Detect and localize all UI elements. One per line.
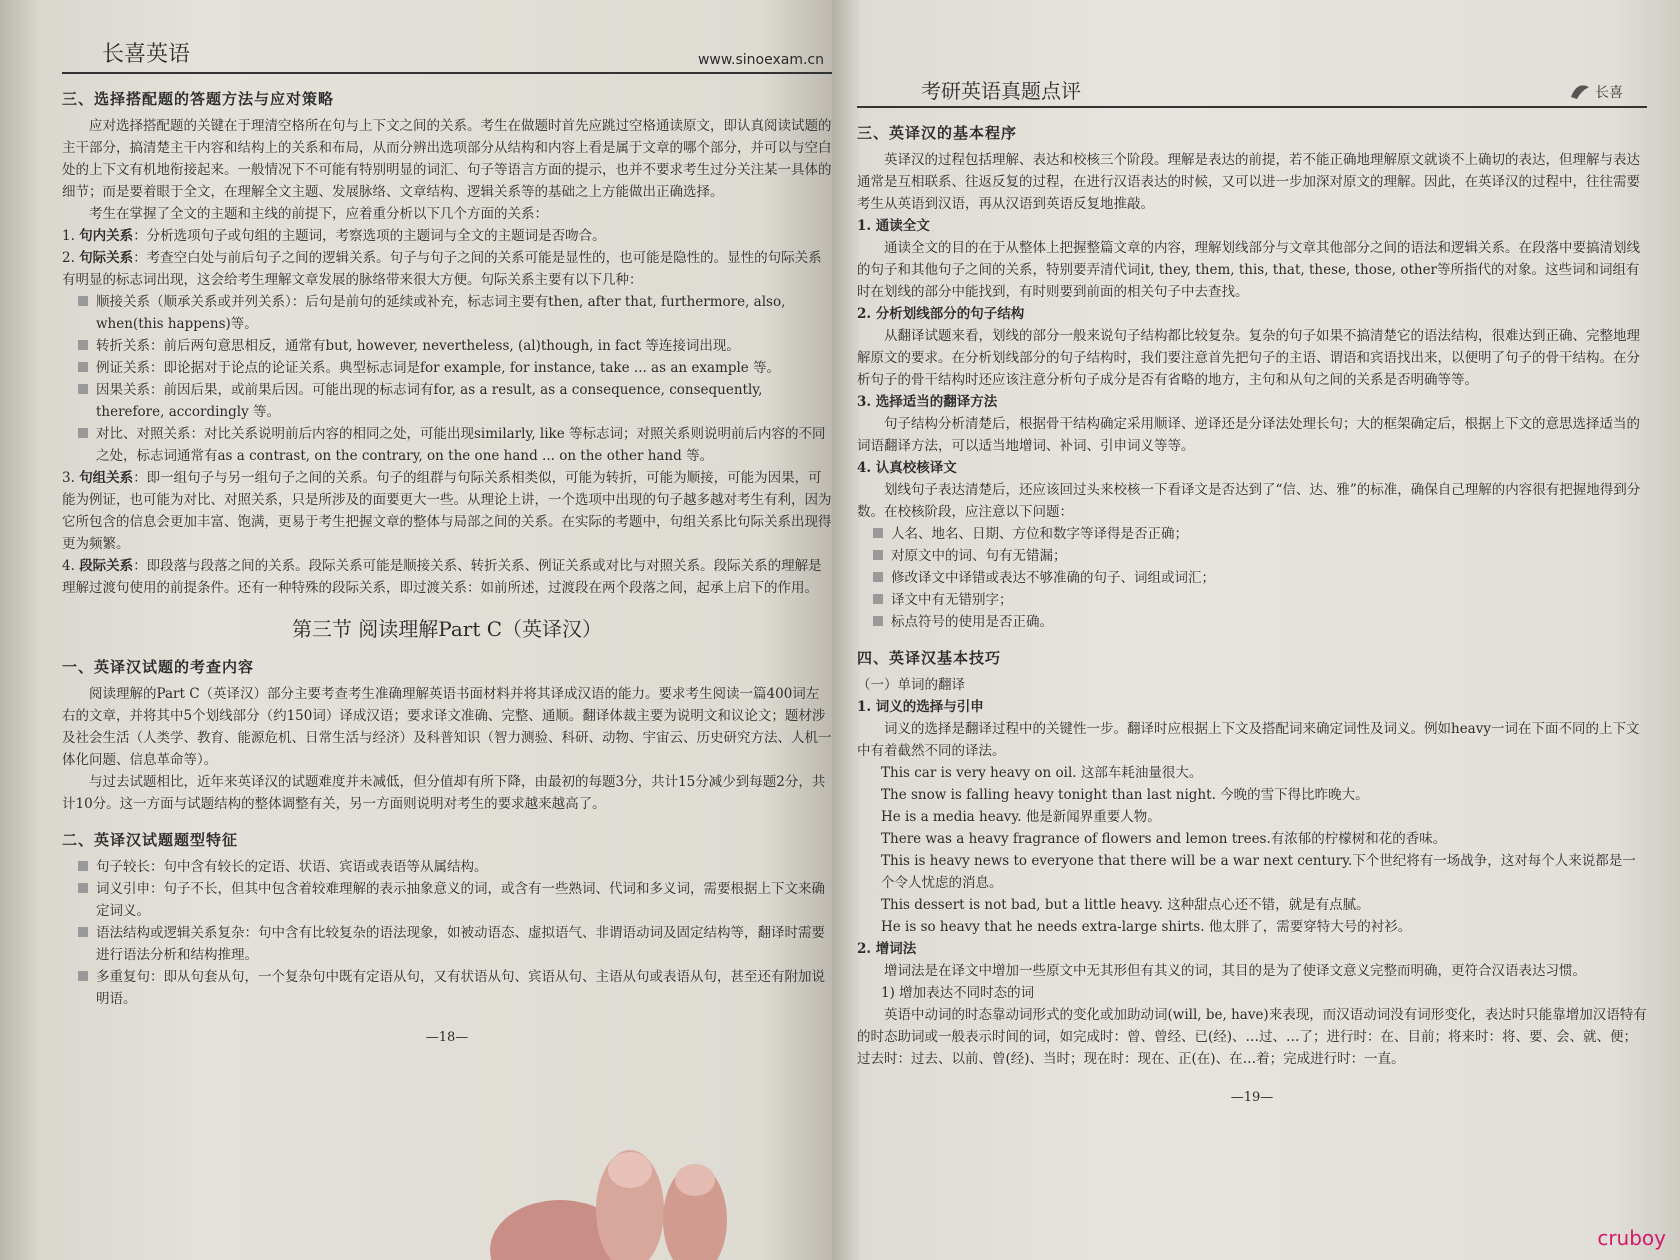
section4-title: 四、英译汉基本技巧: [857, 649, 1002, 667]
word-2-text: 增词法是在译文中增加一些原文中无其形但有其义的词，其目的是为了使译文意义完整而明确，更符合汉语表达习惯。: [884, 963, 1586, 979]
example-sentence: He is a media heavy. 他是新闻界重要人物。: [881, 809, 1161, 825]
step-title: 1. 通读全文: [857, 218, 930, 234]
example-sentence: This dessert is not bad, but a little heavy. 这种甜点心还不错，就是有点腻。: [881, 897, 1370, 913]
right-page-number: —19—: [1230, 1090, 1274, 1105]
step-text: 句子结构分析清楚后，根据骨干结构确定采用顺译、逆译还是分译法处理长句；大的框架确定后，根据上下文的意思选择适当的词语翻译方法，可以适当地增词、补词、引申词义等等。: [857, 416, 1640, 454]
square-bullet-icon: [78, 296, 88, 306]
relation-item-2: 2. 句际关系：考查空白处与前后句子之间的逻辑关系。句子与句子之间的关系可能是显性的，也可能是隐性的。显性的句际关系有明显的标志词出现，这会给考生理解文章发展的脉络带来很大方便。句际关系主要有以下几种：: [62, 250, 822, 288]
right-page: [832, 0, 1680, 1260]
relation-bullet: 例证关系：即论据对于论点的论证关系。典型标志词是for example, for instance, take ... as an example 等。: [62, 357, 832, 379]
word-2-title: 2. 增词法: [857, 941, 917, 957]
square-bullet-icon: [78, 883, 88, 893]
square-bullet-icon: [873, 550, 883, 560]
relation-item-4: 4. 段际关系：即段落与段落之间的关系。段际关系可能是顺接关系、转折关系、例证关系或对比与对照关系。段际关系的理解是理解过渡句使用的前提条件。还有一种特殊的段际关系，即过渡关系：如前所述，过渡段在两个段落之间，起承上启下的作用。: [62, 558, 822, 596]
step-text: 划线句子表达清楚后，还应该回过头来校核一下看译文是否达到了“信、达、雅”的标准，确保自己理解的内容很有把握地得到分数。在校核阶段，应注意以下问题：: [857, 482, 1641, 520]
step-title: 4. 认真校核译文: [857, 460, 957, 476]
right-section3-title: 三、英译汉的基本程序: [857, 124, 1018, 142]
check-bullet: 人名、地名、日期、方位和数字等译得是否正确；: [857, 523, 1647, 545]
square-bullet-icon: [78, 927, 88, 937]
right-intro: 英译汉的过程包括理解、表达和校核三个阶段。理解是表达的前提，若不能正确地理解原文就谈不上确切的表达，但理解与表达通常是互相联系、往返反复的过程，在进行汉语表达的时候，又可以进一步加深对原文的理解。因此，在英译汉的过程中，往往需要考生从英语到汉语，再从汉语到英语反复地推敲。: [857, 152, 1640, 212]
square-bullet-icon: [873, 572, 883, 582]
left-page: [0, 0, 832, 1260]
sub1-paragraph-1: 阅读理解的Part C（英译汉）部分主要考查考生准确理解英语书面材料并将其译成汉语的能力。要求考生阅读一篇400词左右的文章，并将其中5个划线部分（约150词）译成汉语；要求译文准确、完整、通顺。翻译体裁主要为说明文和议论文；题材涉及社会生活（人类学、教育、能源危机、日常生活与经济）及科普知识（智力测验、科研、动物、宇宙云、历史研究方法、人机一体化问题、信息革命等）。: [62, 686, 832, 768]
publisher-logo-icon: [1567, 77, 1627, 103]
check-bullet: 对原文中的词、句有无错漏；: [857, 545, 1647, 567]
example-sentence: The snow is falling heavy tonight than last night. 今晚的雪下得比昨晚大。: [881, 787, 1369, 803]
svg-text:长喜: 长喜: [1595, 85, 1623, 101]
right-header-title: 考研英语真题点评: [921, 79, 1081, 103]
example-sentence: There was a heavy fragrance of flowers and lemon trees.有浓郁的柠檬树和花的香味。: [881, 831, 1447, 847]
square-bullet-icon: [873, 616, 883, 626]
square-bullet-icon: [873, 594, 883, 604]
relation-item-1: 1. 句内关系：分析选项句子或句组的主题词，考察选项的主题词与全文的主题词是否吻合。: [62, 228, 606, 244]
square-bullet-icon: [873, 528, 883, 538]
relation-bullet: 因果关系：前因后果，或前果后因。可能出现的标志词有for, as a result, as a consequence, consequently, therefore, accordingly 等。: [62, 379, 832, 423]
word-2-subtitle: 1) 增加表达不同时态的词: [881, 985, 1035, 1001]
relation-bullet: 顺接关系（顺承关系或并列关系）：后句是前句的延续或补充，标志词主要有then, after that, furthermore, also, when(this happens)等。: [62, 291, 832, 335]
step-title: 3. 选择适当的翻译方法: [857, 394, 998, 410]
section3-paragraph-2: 考生在掌握了全文的主题和主线的前提下，应着重分析以下几个方面的关系：: [89, 206, 548, 222]
sub1-paragraph-2: 与过去试题相比，近年来英译汉的试题难度并未减低，但分值却有所下降，由最初的每题3分，共计15分减少到每题2分，共计10分。这一方面与试题结构的整体调整有关，另一方面则说明对考生的要求越来越高了。: [62, 774, 826, 812]
step-title: 2. 分析划线部分的句子结构: [857, 306, 1025, 322]
section-heading: 第三节 阅读理解Part C（英译汉）: [291, 617, 603, 641]
square-bullet-icon: [78, 861, 88, 871]
section3-title: 三、选择搭配题的答题方法与应对策略: [62, 90, 335, 108]
feature-bullet: 多重复句：即从句套从句，一个复杂句中既有定语从句，又有状语从句、宾语从句、主语从句或表语从句，甚至还有附加说明语。: [62, 966, 832, 1010]
section3-paragraph-1: 应对选择搭配题的关键在于理清空格所在句与上下文之间的关系。考生在做题时首先应跳过空格通读原文，即认真阅读试题的主干部分，搞清楚主干内容和结构上的关系和布局，从而分辨出选项部分从结构和内容上看是属于文章的哪个部分，并可以与空白处的上下文有机地衔接起来。一般情况下不可能有特别明显的词汇、句子等语言方面的提示，也并不要求考生过分关注某一具体的细节；而是要着眼于全文，在理解全文主题、发展脉络、文章结构、逻辑关系等的基础之上方能做出正确选择。: [62, 118, 832, 200]
square-bullet-icon: [78, 428, 88, 438]
finger-image: [480, 1100, 800, 1260]
check-bullet: 标点符号的使用是否正确。: [857, 611, 1647, 633]
check-bullet: 译文中有无错别字；: [857, 589, 1647, 611]
relation-bullet: 转折关系：前后两句意思相反，通常有but, however, nevertheless, (al)though, in fact 等连接词出现。: [62, 335, 832, 357]
feature-bullet: 语法结构或逻辑关系复杂：句中含有比较复杂的语法现象，如被动语态、虚拟语气、非谓语动词及固定结构等，翻译时需要进行语法分析和结构推理。: [62, 922, 832, 966]
example-sentence: This is heavy news to everyone that there will be a war next century.下个世纪将有一场战争，这对每个人来说都是一个令人忧虑的消息。: [881, 853, 1636, 891]
relation-bullet: 对比、对照关系：对比关系说明前后内容的相同之处，可能出现similarly, like 等标志词；对照关系则说明前后内容的不同之处，标志词通常有as a contrast, on the contrary, on the one hand ... on the other hand 等。: [62, 423, 832, 467]
relation-item-3: 3. 句组关系：即一组句子与另一组句子之间的关系。句子的组群与句际关系相类似，可能为转折，可能为顺接，可能为因果，可能为例证，也可能为对比、对照关系，只是所涉及的面要更大一些。从理论上讲，一个选项中出现的句子越多越对考生有利，因为它所包含的信息会更加丰富、饱满，更易于考生把握文章的整体与局部之间的关系。在实际的考题中，句组关系比句际关系出现得更为频繁。: [62, 470, 832, 552]
watermark: cruboy: [1597, 1226, 1666, 1250]
step-text: 通读全文的目的在于从整体上把握整篇文章的内容，理解划线部分与文章其他部分之间的语法和逻辑关系。在段落中要搞清划线的句子和其他句子之间的关系，特别要弄清代词it, they, them, this, that, these, those, other等所指代的对象。这些词和词组有时在划线的部分中能找到，有时则要到前面的相关句子中去查找。: [857, 240, 1640, 300]
sub-a-title: （一）单词的翻译: [857, 677, 965, 693]
word-1-title: 1. 词义的选择与引申: [857, 699, 984, 715]
left-header-title: 长喜英语: [102, 42, 191, 67]
left-header-url: www.sinoexam.cn: [697, 52, 824, 68]
square-bullet-icon: [78, 362, 88, 372]
left-page-number: —18—: [425, 1030, 469, 1045]
square-bullet-icon: [78, 384, 88, 394]
word-1-text: 词义的选择是翻译过程中的关键性一步。翻译时应根据上下文及搭配词来确定词性及词义。例如heavy一词在下面不同的上下文中有着截然不同的译法。: [857, 721, 1640, 759]
right-header: [857, 70, 1647, 108]
sub2-title: 二、英译汉试题题型特征: [62, 831, 239, 849]
check-bullet: 修改译文中译错或表达不够准确的句子、词组或词汇；: [857, 567, 1647, 589]
left-header: [62, 30, 832, 74]
square-bullet-icon: [78, 340, 88, 350]
example-sentence: He is so heavy that he needs extra-large shirts. 他太胖了，需要穿特大号的衬衫。: [881, 919, 1412, 935]
word-2-subtext: 英语中动词的时态靠动词形式的变化或加助动词(will, be, have)来表现，而汉语动词没有词形变化，表达时只能靠增加汉语特有的时态助词或一般表示时间的词，如完成时：曾、曾经、已(经)、…过、…了；进行时：在、目前；将来时：将、要、会、就、便；过去时：过去、以前、曾(经)、当时；现在时：现在、正(在)、在…着；完成进行时：一直。: [857, 1007, 1647, 1067]
sub1-title: 一、英译汉试题的考查内容: [62, 658, 255, 676]
feature-bullet: 句子较长：句中含有较长的定语、状语、宾语或表语等从属结构。: [62, 856, 832, 878]
square-bullet-icon: [78, 971, 88, 981]
feature-bullet: 词义引申：句子不长，但其中包含着较难理解的表示抽象意义的词，或含有一些熟词、代词和多义词，需要根据上下文来确定词义。: [62, 878, 832, 922]
example-sentence: This car is very heavy on oil. 这部车耗油量很大。: [881, 765, 1203, 781]
step-text: 从翻译试题来看，划线的部分一般来说句子结构都比较复杂。复杂的句子如果不搞清楚它的语法结构，很难达到正确、完整地理解原文的要求。在分析划线部分的句子结构时，我们要注意首先把句子的主语、谓语和宾语找出来，以便明了句子的骨干结构。在分析句子的骨干结构时还应该注意分析句子成分是否有省略的地方，主句和从句之间的关系是否明确等等。: [857, 328, 1640, 388]
